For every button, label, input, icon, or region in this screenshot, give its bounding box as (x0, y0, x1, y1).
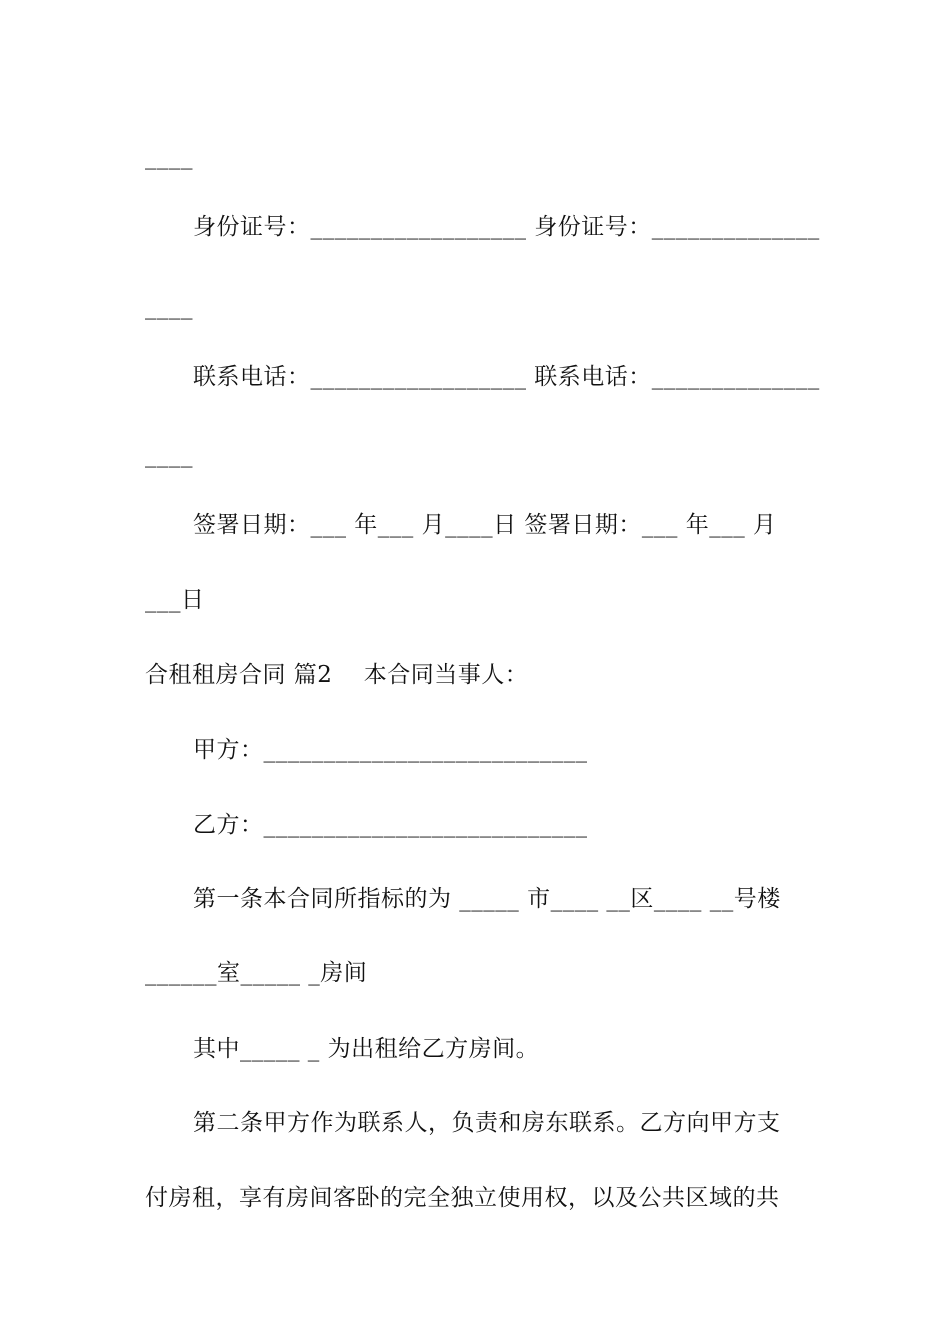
rented-room-line: 其中_____ _ 为出租给乙方房间。 (193, 1036, 540, 1062)
party-b-line: 乙方：___________________________ (193, 812, 588, 838)
party-a-line: 甲方：___________________________ (193, 737, 588, 763)
blank-continuation-line: ____ (145, 294, 193, 320)
blank-continuation-line: ____ (145, 442, 193, 468)
blank-continuation-line: ____ (145, 144, 193, 170)
article-two-continuation-line: 付房租，享有房间客卧的完全独立使用权，以及公共区域的共 (145, 1185, 780, 1211)
article-one-line: 第一条本合同所指标的为 _____ 市____ __区____ __号楼 (193, 886, 781, 912)
signing-date-continuation-line: ___日 (145, 587, 205, 613)
contact-phone-line: 联系电话：__________________ 联系电话：______________ (193, 364, 820, 390)
id-number-line: 身份证号：__________________ 身份证号：______________ (193, 214, 820, 240)
section-heading-line: 合租租房合同 篇2 本合同当事人： (145, 662, 529, 688)
article-one-continuation-line: ______室_____ _房间 (145, 960, 368, 986)
signing-date-line: 签署日期：___ 年___ 月____日 签署日期：___ 年___ 月 (193, 512, 777, 538)
article-two-line: 第二条甲方作为联系人，负责和房东联系。乙方向甲方支 (193, 1110, 781, 1136)
